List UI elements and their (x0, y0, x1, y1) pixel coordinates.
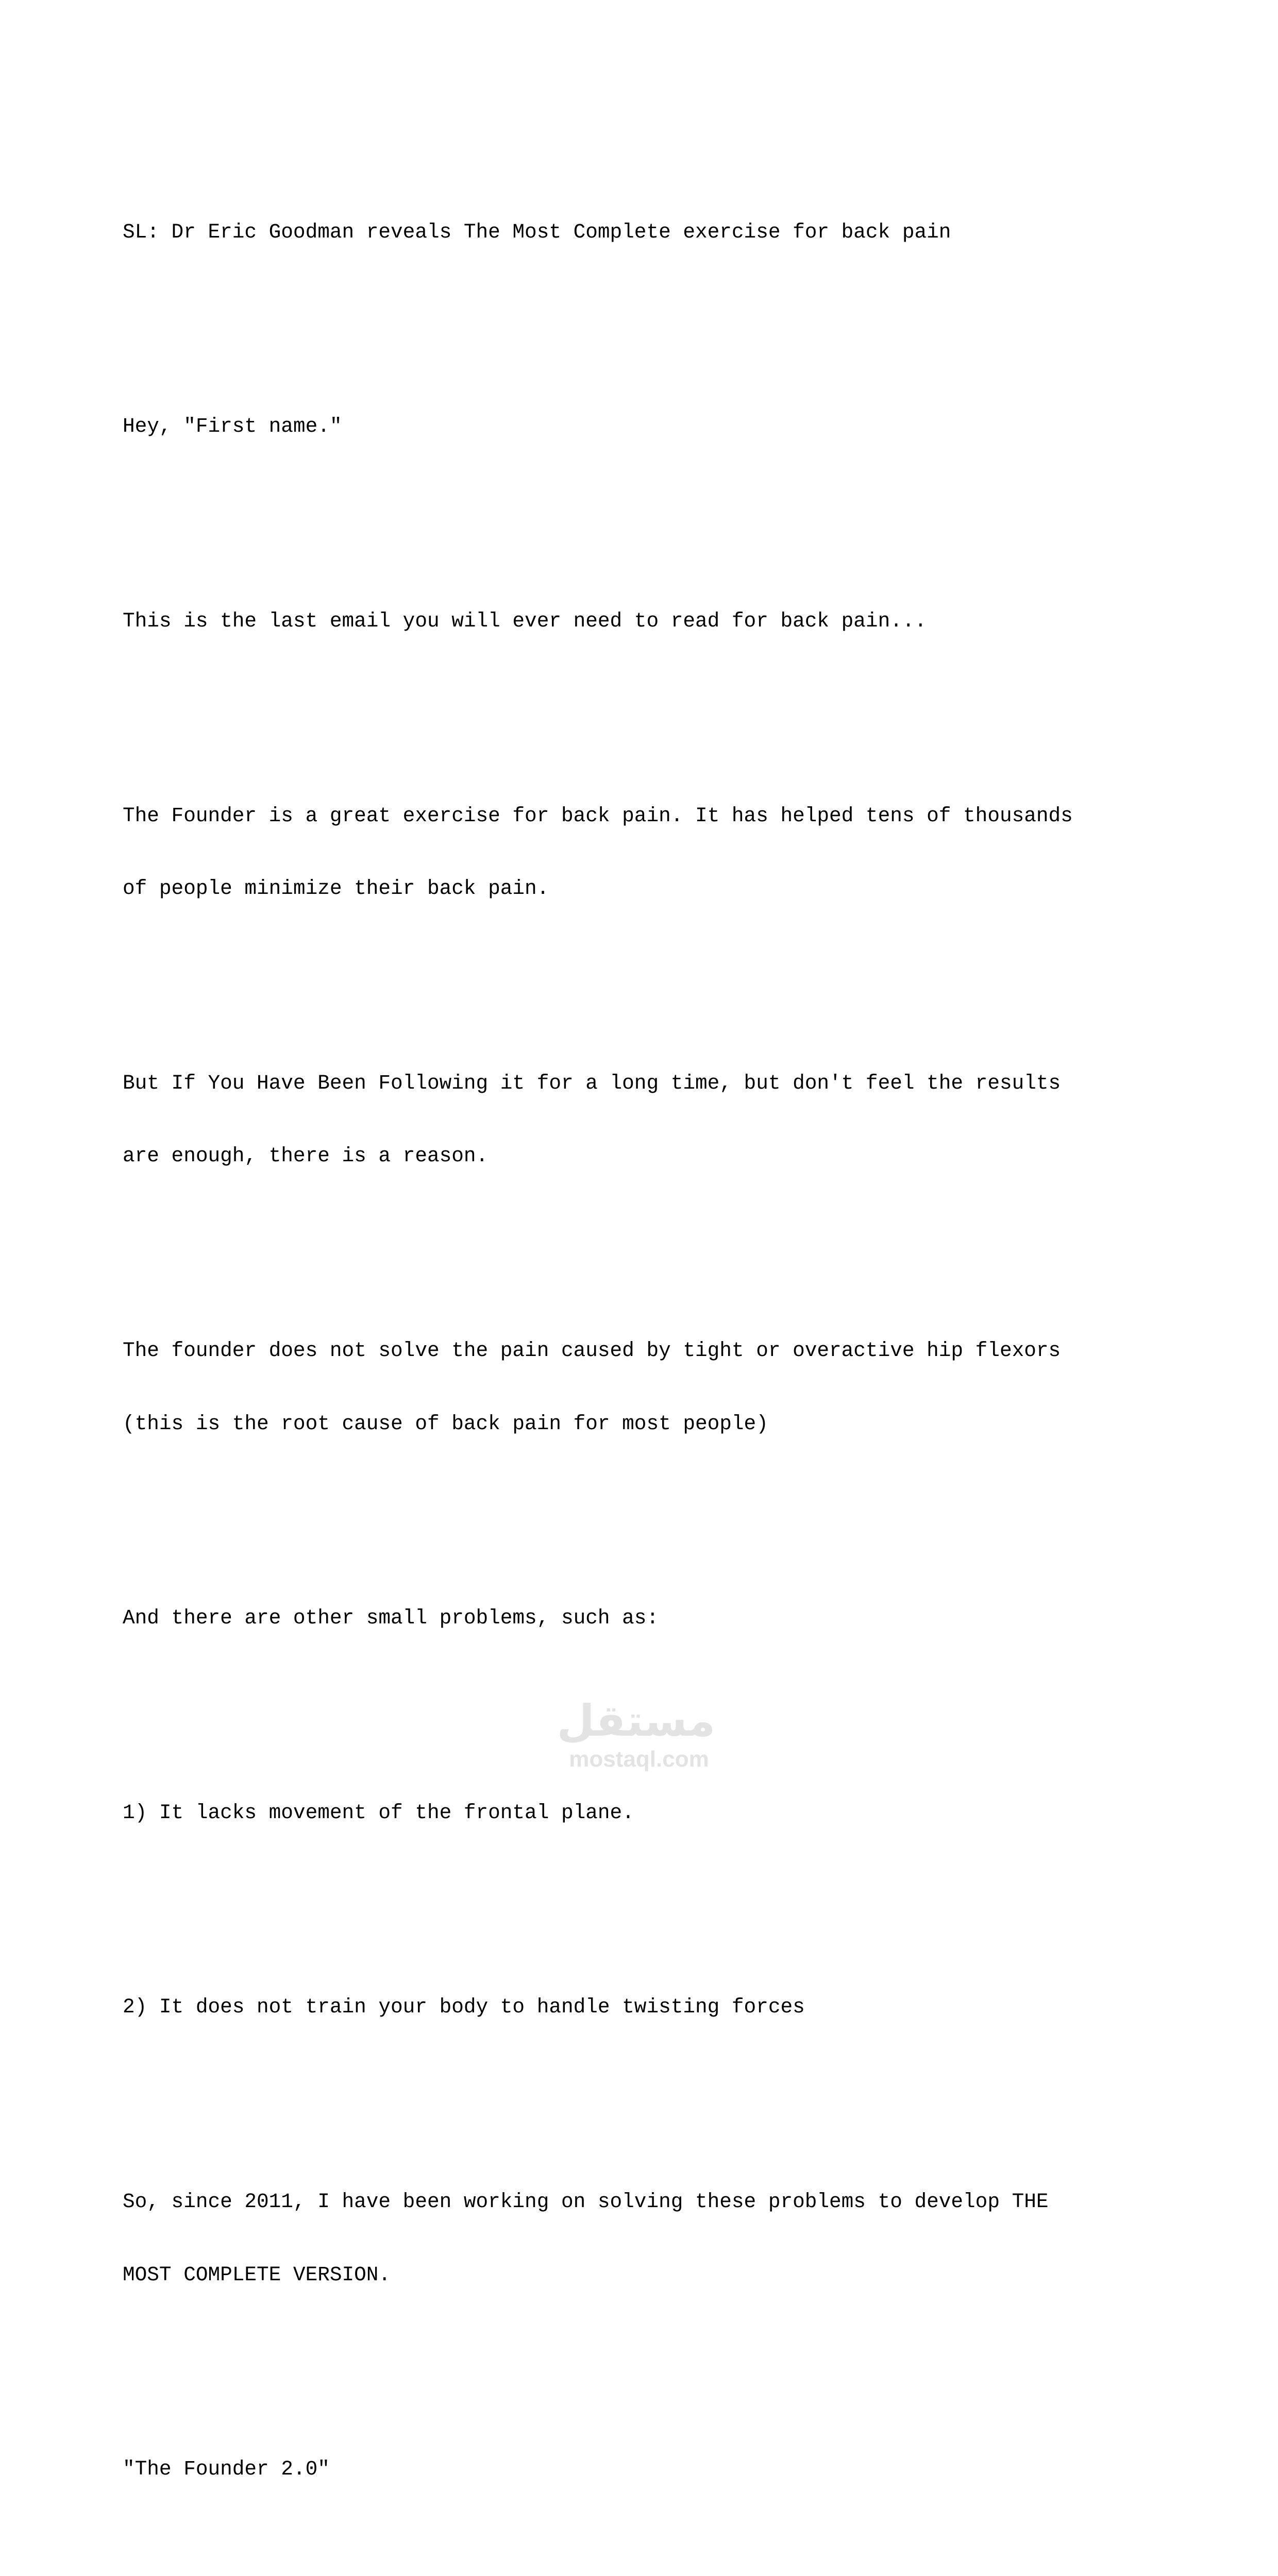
paragraph-line: So, since 2011, I have been working on solving these problems to develop THE (123, 2190, 1049, 2213)
greeting-text: Hey, "First name." (123, 415, 342, 438)
list-item: 1) It lacks movement of the frontal plane. (123, 1801, 634, 1824)
problems-intro (123, 1557, 1085, 1679)
greeting (123, 366, 1085, 487)
product-name (123, 2409, 1085, 2530)
watermark-arabic-logo: مستقل (557, 1696, 715, 1746)
subject-line-text: SL: Dr Eric Goodman reveals The Most Complete exercise for back pain (123, 220, 951, 244)
paragraph-line: The Founder is a great exercise for back pain. It has helped tens of thousands (123, 804, 1073, 827)
subject-line (123, 171, 1085, 293)
product-name-text: "The Founder 2.0" (123, 2458, 330, 2481)
paragraph-line: (this is the root cause of back pain for most people) (123, 1412, 768, 1435)
paragraph-line: The founder does not solve the pain caused by tight or overactive hip flexors (123, 1338, 1061, 1362)
founder-paragraph (123, 755, 1085, 950)
hip-flexor-paragraph (123, 1290, 1085, 1485)
solution-paragraph (123, 2141, 1085, 2336)
mostaql-watermark (557, 1695, 715, 1772)
results-paragraph (123, 1022, 1085, 1217)
paragraph-line: But If You Have Been Following it for a long time, but don't feel the results (123, 1071, 1061, 1095)
paragraph-line: MOST COMPLETE VERSION. (123, 2263, 391, 2286)
paragraph-line: And there are other small problems, such as: (123, 1606, 659, 1630)
paragraph-line: are enough, there is a reason. (123, 1144, 489, 1168)
paragraph-line: This is the last email you will ever need to read for back pain... (123, 609, 927, 633)
paragraph-line: of people minimize their back pain. (123, 877, 549, 901)
list-item: 2) It does not train your body to handle twisting forces (123, 1995, 805, 2019)
email-body (123, 123, 1085, 2576)
watermark-domain: mostaql.com (569, 1747, 709, 1772)
intro-paragraph (123, 561, 1085, 682)
problem-item-2 (123, 1946, 1085, 2068)
